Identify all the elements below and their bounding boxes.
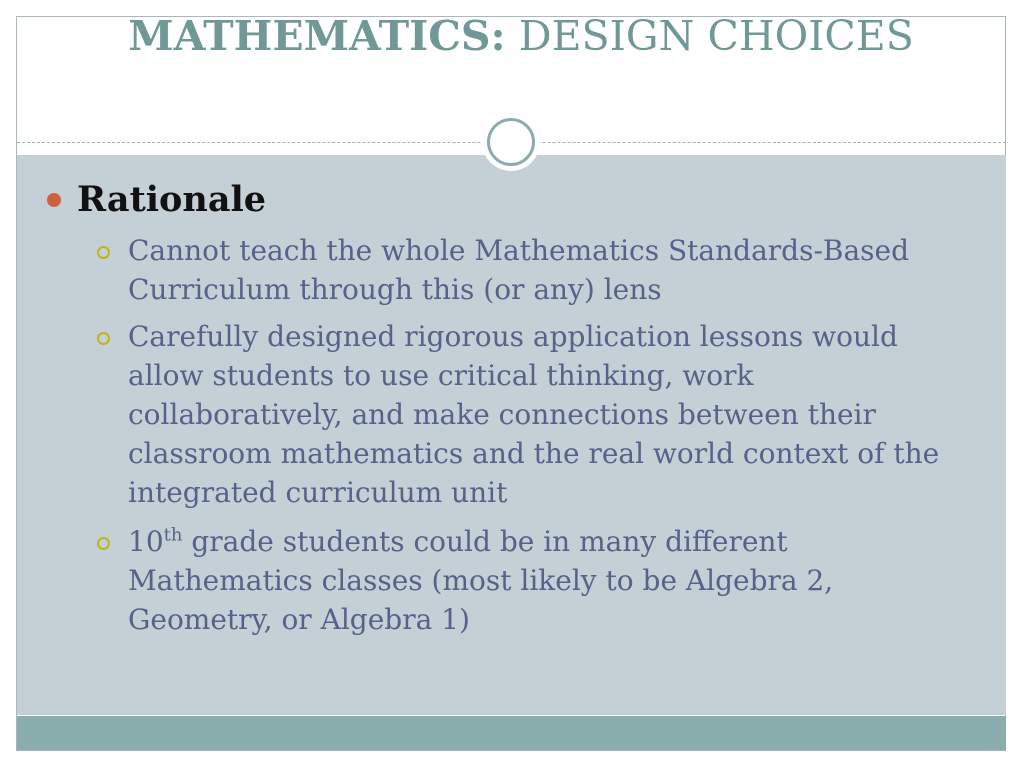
title-rest-part: DESIGN CHOICES <box>518 12 914 60</box>
bullet-item-2: Carefully designed rigorous application lessons would allow students to use critical thinking, work collaboratively, and make connections between their classroom mathematics and the real world context of the integrated curriculum unit <box>128 320 940 509</box>
slide-title <box>0 12 1024 60</box>
heading-bullet-icon <box>47 193 61 207</box>
item-bullet-icon <box>97 537 110 550</box>
grade-number: 10 <box>128 525 164 558</box>
bullet-item-3-text: grade students could be in many different Mathematics classes (most likely to be Algebra 2, Geometry, or Algebra 1) <box>128 525 834 636</box>
bottom-bar <box>17 716 1006 750</box>
bullet-item-1: Cannot teach the whole Mathematics Standards-Based Curriculum through this (or any) lens <box>128 234 910 306</box>
item-bullet-icon <box>97 332 110 345</box>
grade-superscript: th <box>163 524 183 546</box>
rationale-heading: Rationale <box>77 179 267 220</box>
title-bold-part: MATHEMATICS: <box>128 12 506 60</box>
bullet-item-3 <box>128 522 958 639</box>
circle-ornament-ring <box>487 118 535 166</box>
item-bullet-icon <box>97 246 110 259</box>
